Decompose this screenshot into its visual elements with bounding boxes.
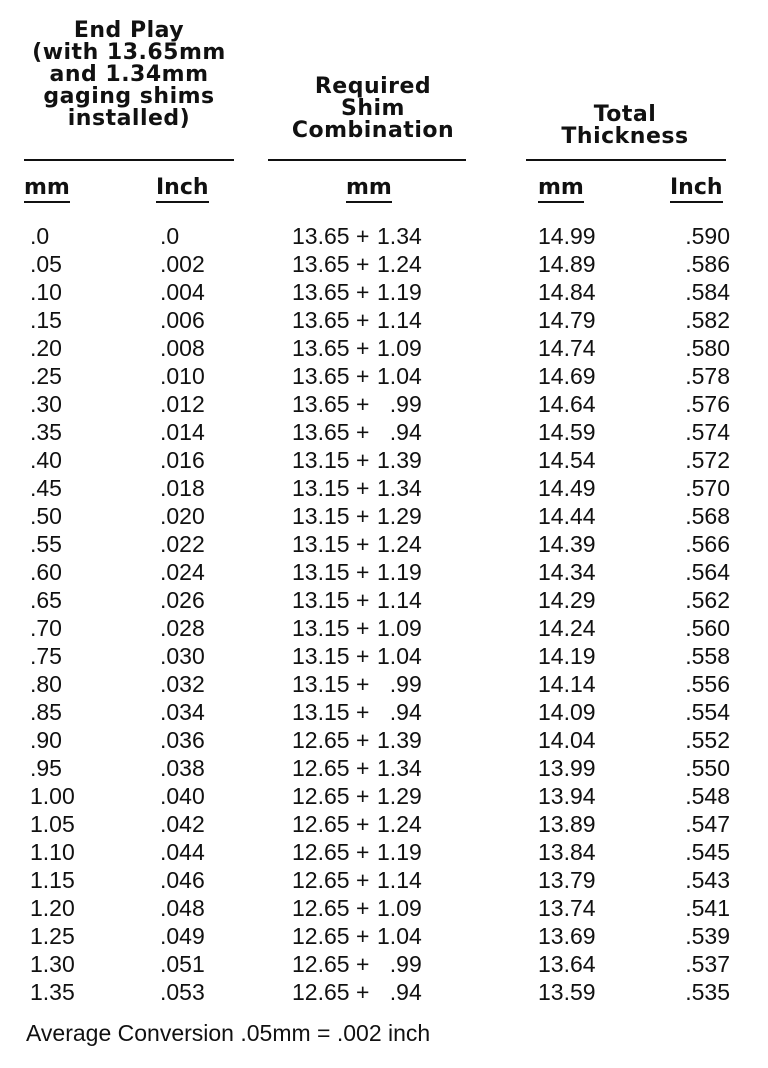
shim-combination-cell	[292, 894, 452, 922]
total-mm-cell: 13.74	[538, 895, 596, 921]
required-shim-header	[268, 76, 478, 142]
end-mm-cell: 1.00	[30, 783, 75, 809]
total-inch-cell: .570	[685, 475, 730, 501]
total-mm-cell: 14.99	[538, 223, 596, 249]
end-play-header	[24, 20, 234, 130]
req-mm-subheader-label: mm	[346, 176, 392, 203]
shim-combination-cell	[292, 362, 452, 390]
total-inch-cell: .537	[685, 951, 730, 977]
end-inch-cell: .053	[160, 979, 205, 1005]
shim-add-value: 1.09	[377, 615, 422, 641]
end-mm-cell: .95	[30, 755, 62, 781]
plus-sign: +	[349, 279, 376, 305]
shim-base-value: 12.65	[292, 811, 350, 837]
shim-add-value: .99	[389, 951, 422, 977]
plus-sign: +	[349, 755, 376, 781]
total-mm-cell: 14.84	[538, 279, 596, 305]
total-mm-cell: 14.09	[538, 699, 596, 725]
end-inch-subheader-label: Inch	[156, 176, 209, 203]
shim-combination-cell	[292, 222, 452, 250]
plus-sign: +	[349, 923, 376, 949]
end-play-header-line: and 1.34mm	[49, 62, 209, 87]
total-inch-cell: .535	[685, 979, 730, 1005]
end-play-header-line: gaging shims	[43, 84, 215, 109]
shim-base-value: 12.65	[292, 839, 350, 865]
end-inch-cell: .049	[160, 923, 205, 949]
shim-add-value: 1.24	[377, 811, 422, 837]
total-inch-column	[630, 222, 730, 1006]
plus-sign: +	[349, 727, 376, 753]
end-inch-cell: .044	[160, 839, 205, 865]
total-inch-cell: .556	[685, 671, 730, 697]
total-mm-cell: 14.49	[538, 475, 596, 501]
end-inch-cell: .040	[160, 783, 205, 809]
plus-sign: +	[349, 783, 376, 809]
shim-base-value: 13.65	[292, 391, 350, 417]
end-mm-cell: 1.30	[30, 951, 75, 977]
shim-add-value: 1.04	[377, 923, 422, 949]
total-mm-cell: 14.89	[538, 251, 596, 277]
total-mm-cell: 14.74	[538, 335, 596, 361]
shim-combination-cell	[292, 754, 452, 782]
end-mm-column	[30, 222, 130, 1006]
total-mm-cell: 14.69	[538, 363, 596, 389]
shim-base-value: 13.15	[292, 643, 350, 669]
end-inch-cell: .042	[160, 811, 205, 837]
end-mm-cell: .55	[30, 531, 62, 557]
end-mm-cell: .20	[30, 335, 62, 361]
total-inch-cell: .541	[685, 895, 730, 921]
required-shim-header-line: Required	[314, 74, 432, 99]
shim-base-value: 13.65	[292, 223, 350, 249]
shim-base-value: 13.65	[292, 419, 350, 445]
total-mm-cell: 14.64	[538, 391, 596, 417]
shim-combination-cell	[292, 922, 452, 950]
shim-combination-cell	[292, 670, 452, 698]
shim-combination-cell	[292, 558, 452, 586]
total-mm-cell: 14.24	[538, 615, 596, 641]
shim-combination-cell	[292, 782, 452, 810]
end-inch-cell: .002	[160, 251, 205, 277]
shim-add-value: 1.24	[377, 251, 422, 277]
total-thickness-header-rule	[526, 159, 726, 161]
total-inch-cell: .562	[685, 587, 730, 613]
shim-add-value: 1.04	[377, 643, 422, 669]
end-mm-cell: .75	[30, 643, 62, 669]
end-mm-subheader-label: mm	[24, 176, 70, 203]
total-inch-cell: .547	[685, 811, 730, 837]
end-inch-cell: .010	[160, 363, 205, 389]
shim-base-value: 13.15	[292, 503, 350, 529]
total-mm-cell: 14.29	[538, 587, 596, 613]
plus-sign: +	[349, 559, 376, 585]
total-inch-cell: .560	[685, 615, 730, 641]
total-inch-cell: .586	[685, 251, 730, 277]
total-thickness-header	[520, 104, 730, 148]
shim-combination-cell	[292, 446, 452, 474]
shim-combination-cell	[292, 474, 452, 502]
plus-sign: +	[349, 223, 376, 249]
total-mm-cell: 13.89	[538, 811, 596, 837]
end-mm-cell: 1.15	[30, 867, 75, 893]
tot-inch-subheader-label: Inch	[670, 176, 723, 203]
shim-add-value: 1.39	[377, 727, 422, 753]
shim-base-value: 12.65	[292, 867, 350, 893]
end-mm-cell: .10	[30, 279, 62, 305]
end-inch-cell: .012	[160, 391, 205, 417]
end-inch-subheader	[156, 176, 209, 203]
end-mm-cell: .50	[30, 503, 62, 529]
shim-base-value: 12.65	[292, 727, 350, 753]
shim-add-value: .94	[389, 419, 422, 445]
shim-base-value: 13.15	[292, 559, 350, 585]
shim-base-value: 13.15	[292, 699, 350, 725]
end-play-header-rule	[24, 159, 234, 161]
plus-sign: +	[349, 251, 376, 277]
shim-base-value: 13.65	[292, 251, 350, 277]
end-inch-cell: .006	[160, 307, 205, 333]
tot-mm-subheader-label: mm	[538, 176, 584, 203]
total-mm-column	[538, 222, 638, 1006]
total-inch-cell: .576	[685, 391, 730, 417]
plus-sign: +	[349, 643, 376, 669]
shim-combination-cell	[292, 586, 452, 614]
end-mm-cell: 1.25	[30, 923, 75, 949]
end-inch-cell: .016	[160, 447, 205, 473]
shim-base-value: 13.15	[292, 671, 350, 697]
end-mm-cell: .30	[30, 391, 62, 417]
tot-mm-subheader	[538, 176, 584, 203]
shim-combination-column	[292, 222, 452, 1006]
shim-base-value: 12.65	[292, 923, 350, 949]
shim-add-value: 1.14	[377, 307, 422, 333]
plus-sign: +	[349, 979, 376, 1005]
total-mm-cell: 14.04	[538, 727, 596, 753]
req-mm-subheader	[346, 176, 392, 203]
end-mm-cell: 1.05	[30, 811, 75, 837]
end-inch-cell: .051	[160, 951, 205, 977]
total-mm-cell: 14.79	[538, 307, 596, 333]
tot-inch-subheader	[670, 176, 723, 203]
shim-base-value: 13.65	[292, 279, 350, 305]
total-inch-cell: .543	[685, 867, 730, 893]
end-inch-cell: .020	[160, 503, 205, 529]
total-inch-cell: .584	[685, 279, 730, 305]
shim-add-value: 1.24	[377, 531, 422, 557]
shim-base-value: 13.65	[292, 307, 350, 333]
total-inch-cell: .590	[685, 223, 730, 249]
plus-sign: +	[349, 839, 376, 865]
end-play-header-line: End Play	[73, 18, 185, 43]
shim-combination-cell	[292, 334, 452, 362]
total-inch-cell: .548	[685, 783, 730, 809]
shim-base-value: 13.15	[292, 475, 350, 501]
end-mm-cell: .15	[30, 307, 62, 333]
total-thickness-header-line: Thickness	[561, 124, 689, 149]
total-inch-cell: .545	[685, 839, 730, 865]
shim-combination-cell	[292, 614, 452, 642]
shim-combination-cell	[292, 866, 452, 894]
shim-base-value: 12.65	[292, 951, 350, 977]
total-thickness-header-line: Total	[593, 102, 657, 127]
shim-add-value: 1.14	[377, 867, 422, 893]
shim-combination-cell	[292, 950, 452, 978]
end-inch-cell: .0	[160, 223, 180, 249]
total-inch-cell: .574	[685, 419, 730, 445]
total-inch-cell: .580	[685, 335, 730, 361]
end-mm-cell: 1.10	[30, 839, 75, 865]
total-mm-cell: 14.39	[538, 531, 596, 557]
shim-combination-cell	[292, 250, 452, 278]
shim-combination-cell	[292, 698, 452, 726]
shim-base-value: 13.15	[292, 615, 350, 641]
shim-combination-cell	[292, 726, 452, 754]
end-mm-cell: .45	[30, 475, 62, 501]
plus-sign: +	[349, 531, 376, 557]
end-inch-cell: .030	[160, 643, 205, 669]
plus-sign: +	[349, 867, 376, 893]
required-shim-header-line: Shim	[341, 96, 405, 121]
shim-base-value: 13.15	[292, 531, 350, 557]
shim-combination-cell	[292, 978, 452, 1006]
plus-sign: +	[349, 475, 376, 501]
shim-add-value: 1.34	[377, 223, 422, 249]
shim-combination-cell	[292, 278, 452, 306]
total-mm-cell: 13.99	[538, 755, 596, 781]
end-mm-cell: .25	[30, 363, 62, 389]
total-inch-cell: .572	[685, 447, 730, 473]
end-inch-cell: .046	[160, 867, 205, 893]
end-inch-cell: .008	[160, 335, 205, 361]
shim-combination-cell	[292, 530, 452, 558]
shim-combination-cell	[292, 838, 452, 866]
shim-add-value: 1.19	[377, 839, 422, 865]
end-inch-cell: .032	[160, 671, 205, 697]
total-mm-cell: 13.79	[538, 867, 596, 893]
shim-add-value: 1.34	[377, 755, 422, 781]
total-inch-cell: .564	[685, 559, 730, 585]
end-inch-cell: .048	[160, 895, 205, 921]
shim-add-value: .94	[389, 699, 422, 725]
shim-combination-cell	[292, 502, 452, 530]
end-mm-cell: .05	[30, 251, 62, 277]
plus-sign: +	[349, 335, 376, 361]
end-inch-cell: .018	[160, 475, 205, 501]
end-inch-cell: .026	[160, 587, 205, 613]
end-inch-cell: .036	[160, 727, 205, 753]
total-mm-cell: 13.64	[538, 951, 596, 977]
end-mm-cell: .60	[30, 559, 62, 585]
plus-sign: +	[349, 307, 376, 333]
total-inch-cell: .550	[685, 755, 730, 781]
conversion-footnote: Average Conversion .05mm = .002 inch	[26, 1020, 431, 1046]
shim-combination-cell	[292, 642, 452, 670]
end-play-header-line: (with 13.65mm	[32, 40, 226, 65]
total-mm-cell: 13.59	[538, 979, 596, 1005]
plus-sign: +	[349, 363, 376, 389]
end-inch-cell: .004	[160, 279, 205, 305]
end-inch-cell: .022	[160, 531, 205, 557]
total-inch-cell: .552	[685, 727, 730, 753]
total-mm-cell: 13.84	[538, 839, 596, 865]
shim-add-value: 1.09	[377, 335, 422, 361]
total-inch-cell: .558	[685, 643, 730, 669]
total-inch-cell: .582	[685, 307, 730, 333]
end-mm-cell: .85	[30, 699, 62, 725]
total-mm-cell: 13.94	[538, 783, 596, 809]
total-mm-cell: 13.69	[538, 923, 596, 949]
end-inch-column	[160, 222, 260, 1006]
total-mm-cell: 14.19	[538, 643, 596, 669]
plus-sign: +	[349, 503, 376, 529]
end-mm-cell: 1.20	[30, 895, 75, 921]
end-mm-cell: .80	[30, 671, 62, 697]
shim-add-value: 1.19	[377, 559, 422, 585]
shim-add-value: .94	[389, 979, 422, 1005]
shim-add-value: 1.29	[377, 783, 422, 809]
plus-sign: +	[349, 671, 376, 697]
end-mm-cell: .35	[30, 419, 62, 445]
end-mm-subheader	[24, 176, 70, 203]
total-mm-cell: 14.14	[538, 671, 596, 697]
total-inch-cell: .568	[685, 503, 730, 529]
end-inch-cell: .028	[160, 615, 205, 641]
end-inch-cell: .034	[160, 699, 205, 725]
shim-add-value: 1.04	[377, 363, 422, 389]
shim-base-value: 12.65	[292, 979, 350, 1005]
required-shim-header-line: Combination	[291, 118, 455, 143]
plus-sign: +	[349, 419, 376, 445]
shim-add-value: 1.09	[377, 895, 422, 921]
shim-base-value: 13.15	[292, 587, 350, 613]
end-inch-cell: .014	[160, 419, 205, 445]
shim-base-value: 13.65	[292, 363, 350, 389]
end-play-header-line: installed)	[67, 106, 191, 131]
shim-combination-cell	[292, 390, 452, 418]
end-mm-cell: .40	[30, 447, 62, 473]
plus-sign: +	[349, 951, 376, 977]
required-shim-header-rule	[268, 159, 466, 161]
shim-add-value: 1.39	[377, 447, 422, 473]
end-inch-cell: .024	[160, 559, 205, 585]
end-mm-cell: .65	[30, 587, 62, 613]
total-mm-cell: 14.59	[538, 419, 596, 445]
shim-add-value: 1.14	[377, 587, 422, 613]
plus-sign: +	[349, 699, 376, 725]
shim-base-value: 13.65	[292, 335, 350, 361]
total-inch-cell: .566	[685, 531, 730, 557]
shim-add-value: 1.19	[377, 279, 422, 305]
shim-add-value: 1.34	[377, 475, 422, 501]
shim-add-value: .99	[389, 391, 422, 417]
plus-sign: +	[349, 587, 376, 613]
end-mm-cell: .90	[30, 727, 62, 753]
shim-base-value: 12.65	[292, 895, 350, 921]
shim-combination-cell	[292, 418, 452, 446]
shim-base-value: 13.15	[292, 447, 350, 473]
total-mm-cell: 14.54	[538, 447, 596, 473]
total-inch-cell: .578	[685, 363, 730, 389]
shim-add-value: .99	[389, 671, 422, 697]
total-mm-cell: 14.44	[538, 503, 596, 529]
end-mm-cell: 1.35	[30, 979, 75, 1005]
total-inch-cell: .554	[685, 699, 730, 725]
plus-sign: +	[349, 391, 376, 417]
end-mm-cell: .70	[30, 615, 62, 641]
plus-sign: +	[349, 811, 376, 837]
total-inch-cell: .539	[685, 923, 730, 949]
shim-combination-cell	[292, 810, 452, 838]
plus-sign: +	[349, 447, 376, 473]
total-mm-cell: 14.34	[538, 559, 596, 585]
shim-base-value: 12.65	[292, 755, 350, 781]
plus-sign: +	[349, 615, 376, 641]
shim-combination-cell	[292, 306, 452, 334]
shim-add-value: 1.29	[377, 503, 422, 529]
end-inch-cell: .038	[160, 755, 205, 781]
shim-base-value: 12.65	[292, 783, 350, 809]
plus-sign: +	[349, 895, 376, 921]
end-mm-cell: .0	[30, 223, 50, 249]
